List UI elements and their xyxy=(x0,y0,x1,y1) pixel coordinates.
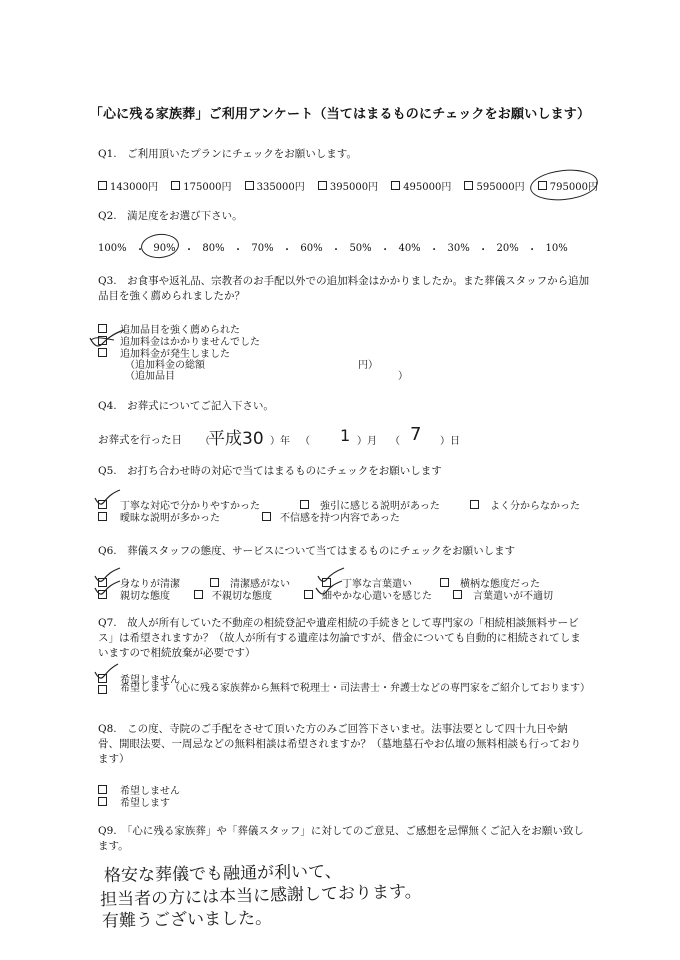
q6-option[interactable] xyxy=(194,587,272,602)
option-label: 495000円 xyxy=(403,182,452,193)
checkbox[interactable] xyxy=(391,181,400,190)
q4-era-open: （ xyxy=(200,436,210,447)
option-label: 希望しません xyxy=(120,786,180,797)
option-label: 追加料金が発生しました xyxy=(120,349,230,360)
option-label: 希望しません xyxy=(120,675,180,686)
q1-selection-circle xyxy=(529,167,600,204)
q2-question: Q2. 満足度をお選び下さい。 xyxy=(98,210,243,222)
q2-separator: ・ xyxy=(478,245,489,256)
checkbox[interactable] xyxy=(262,512,271,521)
q4-era-close: ）年 xyxy=(270,436,290,447)
q4-question: Q4. お葬式についてご記入下さい。 xyxy=(98,400,274,412)
option-label: 143000円 xyxy=(110,182,159,193)
checkbox[interactable] xyxy=(453,590,462,599)
q5-question: Q5. お打ち合わせ時の対応で当てはまるものにチェックをお願いします xyxy=(98,465,442,477)
q4-month-close: ）月 xyxy=(357,436,377,447)
q4-era-value[interactable]: 平成30 xyxy=(208,429,264,449)
q2-separator: ・ xyxy=(380,245,391,256)
option-label: 希望します xyxy=(120,798,170,809)
q8-question: Q8. この度、寺院のご手配をさせて頂いた方のみご回答下さいませ。法事法要として四十九日や納骨、開眼法要、一周忌などの無料相談は希望されますか？（墓地墓石やお仏壇の無料相談も行っております） xyxy=(98,723,581,765)
checkbox[interactable] xyxy=(171,181,180,190)
option-label: 595000円 xyxy=(476,182,525,193)
checkbox[interactable] xyxy=(245,181,254,190)
q2-value-selected[interactable]: 90% xyxy=(153,243,176,254)
checkbox[interactable] xyxy=(318,181,327,190)
q6-question: Q6. 葬儀スタッフの態度、サービスについて当てはまるものにチェックをお願いします xyxy=(98,545,516,557)
q6-option[interactable] xyxy=(453,587,553,602)
q1-option[interactable] xyxy=(464,178,524,193)
q5-check-mark-icon xyxy=(92,488,122,510)
checkbox[interactable] xyxy=(98,685,107,694)
q2-separator: ・ xyxy=(233,245,244,256)
q6-check-mark-icon xyxy=(92,566,122,600)
q1-option[interactable] xyxy=(318,178,378,193)
checkbox[interactable] xyxy=(300,500,309,509)
q7-option[interactable] xyxy=(98,681,588,696)
option-label: 強引に感じる説明があった xyxy=(320,501,440,512)
q2-separator: ・ xyxy=(134,245,145,256)
q1-question: Q1. ご利用頂いたプランにチェックをお願いします。 xyxy=(98,148,357,160)
q8-option[interactable] xyxy=(98,794,170,809)
checkbox[interactable] xyxy=(98,785,107,794)
q3-amount-unit: 円） xyxy=(358,360,378,371)
q2-value[interactable]: 70% xyxy=(251,243,274,254)
option-label: 言葉遣いが不適切 xyxy=(473,591,553,602)
q1-option[interactable] xyxy=(98,178,158,193)
option-label: 希望します（心に残る家族葬から無料で税理士・司法書士・弁護士などの専門家をご紹介しております） xyxy=(120,683,590,694)
q5-option[interactable] xyxy=(470,497,580,512)
q2-separator: ・ xyxy=(527,245,538,256)
q2-value[interactable]: 40% xyxy=(398,243,421,254)
q1-option[interactable] xyxy=(245,178,305,193)
q2-value[interactable]: 30% xyxy=(447,243,470,254)
q2-value[interactable]: 10% xyxy=(545,243,568,254)
option-label: 身なりが清潔 xyxy=(120,579,180,590)
option-label: 追加料金はかかりませんでした xyxy=(120,337,260,348)
option-label: 親切な態度 xyxy=(120,591,170,602)
q3-items: （追加品目 xyxy=(125,371,175,382)
checkbox[interactable] xyxy=(194,590,203,599)
q2-separator: ・ xyxy=(282,245,293,256)
q1-option[interactable] xyxy=(391,178,451,193)
checkbox[interactable] xyxy=(470,500,479,509)
option-label: 清潔感がない xyxy=(230,579,290,590)
option-label: 395000円 xyxy=(329,182,379,193)
q9-answer-line[interactable]: 有難うございました。 xyxy=(101,908,273,932)
q2-separator: ・ xyxy=(331,245,342,256)
q7-check-mark-icon xyxy=(92,662,120,684)
q3-question: Q3. お食事や返礼品、宗教者のお手配以外での追加料金はかかりましたか。また葬儀スタッフから追加品目を強く薦められましたか？ xyxy=(98,275,590,302)
option-label: 追加品目を強く薦められた xyxy=(120,325,240,336)
q2-separator: ・ xyxy=(184,245,194,256)
q2-separator: ・ xyxy=(429,245,440,256)
q4-day-value[interactable]: 7 xyxy=(410,424,422,445)
q2-value[interactable]: 100% xyxy=(98,243,127,254)
checkbox[interactable] xyxy=(98,797,107,806)
amount-label: （追加料金の総額 xyxy=(125,360,205,371)
option-label: 795000円 xyxy=(549,182,598,193)
q3-check-mark-icon xyxy=(88,326,128,352)
option-label: 丁寧な言葉遣い xyxy=(342,579,412,590)
q1-option[interactable] xyxy=(171,178,231,193)
option-label: 不親切な態度 xyxy=(212,591,272,602)
checkbox[interactable] xyxy=(440,578,449,587)
q9-question: Q9. 「心に残る家族葬」や「葬儀スタッフ」に対してのご意見、ご感想を忌憚無くご記入をお願い致します。 xyxy=(98,825,584,852)
q4-date-label: お葬式を行った日 xyxy=(98,434,182,446)
q4-day-open: （ xyxy=(390,436,400,447)
checkbox[interactable] xyxy=(98,512,107,521)
q9-answer-line[interactable]: 格安な葬儀でも融通が利いて、 xyxy=(103,861,342,887)
option-label: よく分からなかった xyxy=(490,501,580,512)
option-label: 丁寧な対応で分かりやすかった xyxy=(120,501,260,512)
q2-value[interactable]: 50% xyxy=(349,243,372,254)
q9-answer-line[interactable]: 担当者の方には本当に感謝しております。 xyxy=(99,881,422,911)
q5-option[interactable] xyxy=(262,509,400,524)
q4-month-open: （ xyxy=(300,436,310,447)
checkbox[interactable] xyxy=(210,578,219,587)
q1-options xyxy=(98,178,598,193)
q2-value[interactable]: 60% xyxy=(300,243,323,254)
option-label: 横柄な態度だった xyxy=(460,579,540,590)
option-label: 335000円 xyxy=(256,182,305,193)
q2-value[interactable]: 20% xyxy=(496,243,519,254)
option-label: 175000円 xyxy=(183,182,232,193)
option-label: 曖昧な説明が多かった xyxy=(120,513,220,524)
checkbox[interactable] xyxy=(464,181,473,190)
q4-date-row xyxy=(98,432,182,447)
q6-check-mark-icon xyxy=(314,566,346,600)
survey-title: 「心に残る家族葬」ご利用アンケート（当てはまるものにチェックをお願いします） xyxy=(89,107,591,122)
checkbox[interactable] xyxy=(304,590,313,599)
q7-question: Q7. 故人が所有していた不動産の相続登記や遺産相続の手続きとして専門家の「相続相談無料サービス」は希望されますか？（故人が所有する遺産は勿論ですが、借金についても自動的に相続されてしまいますので相続放棄が必要です） xyxy=(98,617,581,659)
q3-items-close: ） xyxy=(398,371,408,382)
option-label: 細やかな心遣いを感じた xyxy=(322,591,432,602)
q4-month-value[interactable]: 1 xyxy=(340,426,351,445)
q2-value[interactable]: 80% xyxy=(202,243,225,254)
q4-day-close: ）日 xyxy=(440,436,460,447)
q5-option[interactable] xyxy=(98,509,220,524)
checkbox[interactable] xyxy=(98,181,107,190)
option-label: 不信感を持つ内容であった xyxy=(280,513,400,524)
